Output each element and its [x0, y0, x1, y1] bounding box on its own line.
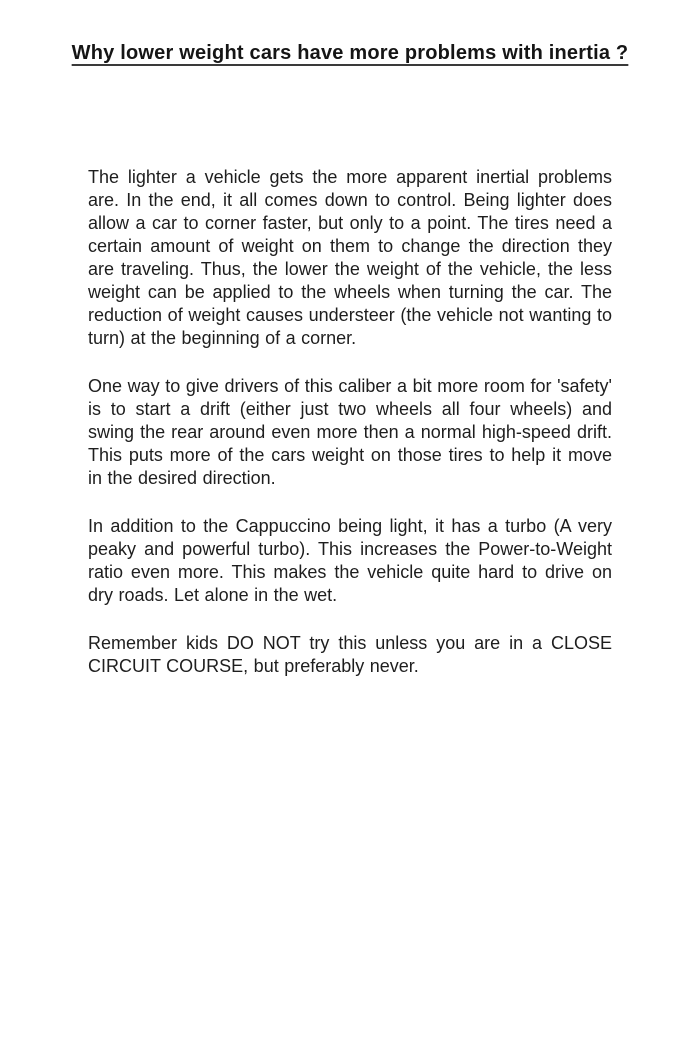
- body-paragraph: Remember kids DO NOT try this unless you are in a CLOSE CIRCUIT COURSE, but preferably never.: [88, 633, 612, 676]
- body-paragraph: In addition to the Cappuccino being light, it has a turbo (A very peaky and powerful turbo). This increases the Power-to-Weight ratio even more. This makes the vehicle quite hard to drive on dry roads. Let alone in the wet.: [88, 516, 612, 605]
- document-title: Why lower weight cars have more problems with inertia ?: [71, 42, 629, 64]
- body-paragraph: One way to give drivers of this caliber a bit more room for 'safety' is to start a drift (either just two wheels all four wheels) and swing the rear around even more then a normal high-speed drift. This puts more of the cars weight on those tires to help it move in the desired direction.: [88, 376, 612, 488]
- document-body: [88, 166, 612, 678]
- body-paragraph: The lighter a vehicle gets the more apparent inertial problems are. In the end, it all comes down to control. Being lighter does allow a car to corner faster, but only to a point. The tires need a certain amount of weight on them to change the direction they are traveling. Thus, the lower the weight of the vehicle, the less weight can be applied to the wheels when turning the car. The reduction of weight causes understeer (the vehicle not wanting to turn) at the beginning of a corner.: [88, 167, 612, 348]
